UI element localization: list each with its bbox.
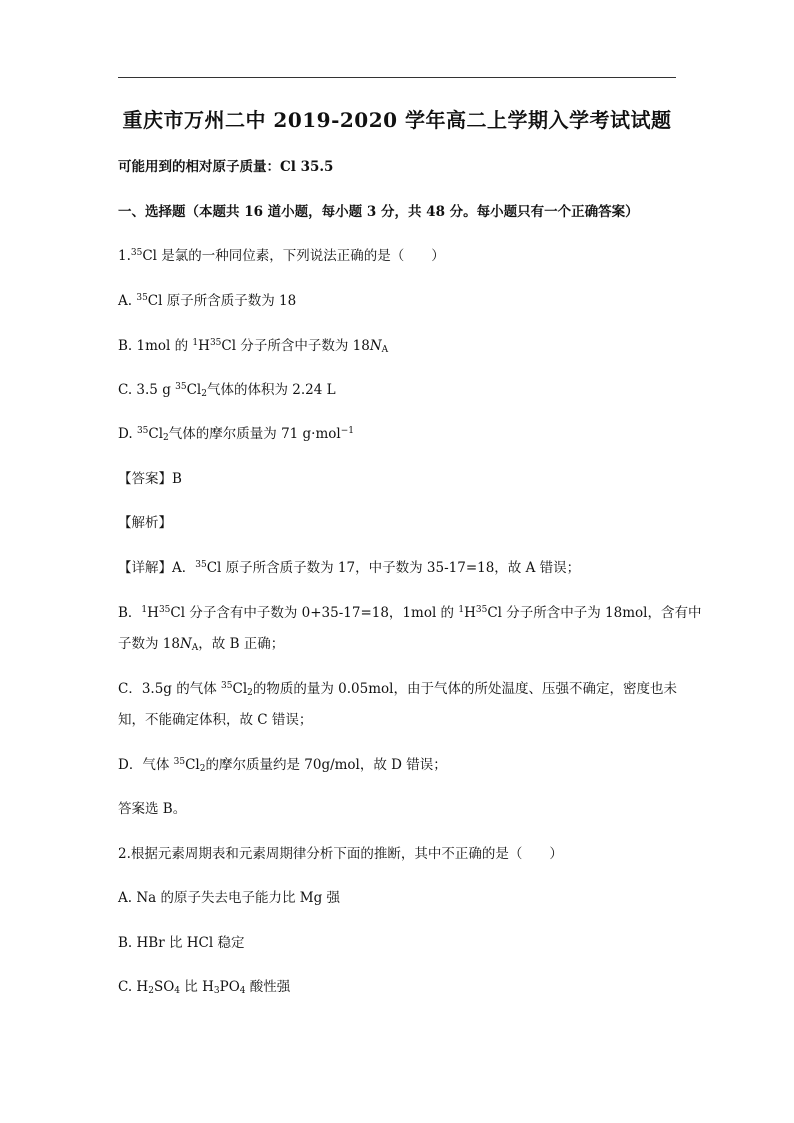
q1-explanation-b-line1: B．$^1H^{35}Cl$ 分子含有中子数为 0+35-17=18，1mol 的 $^1H^{35}Cl$ 分子所含中子为 18mol，含有中 (118, 605, 702, 621)
q1-option-c: C. 3.5 g $^{35}Cl_2$气体的体积为 2.24 L (118, 382, 336, 399)
q1-conclusion: 答案选 B。 (118, 801, 187, 817)
q2-option-b: B. HBr 比 HCl 稳定 (118, 935, 245, 951)
q2-option-a: A. Na 的原子失去电子能力比 Mg 强 (118, 890, 341, 906)
q1-explanation-c-line1: C．3.5g 的气体 $^{35}Cl_2$的物质的量为 0.05mol，由于气体的所处温度、压强不确定，密度也未 (118, 681, 677, 698)
page-title: 重庆市万州二中 2019-2020 学年高二上学期入学考试试题 (122, 108, 672, 132)
q1-analysis-label: 【解析】 (118, 515, 172, 531)
q1-explanation-d: D．气体 $^{35}Cl_2$的摩尔质量约是 70g/mol，故 D 错误； (118, 757, 447, 774)
q1-stem: 1.35Cl 是氯的一种同位素，下列说法正确的是（ ） (118, 248, 445, 264)
q1-explanation-c-line2: 知，不能确定体积，故 C 错误； (118, 712, 313, 728)
q1-option-d: D. $^{35}Cl_2$气体的摩尔质量为 71 g·mol$^{-1}$ (118, 426, 355, 443)
q1-option-a: A. $^{35}$Cl 原子所含质子数为 18 (118, 293, 297, 309)
header-rule (118, 77, 676, 78)
q1-explanation-a: 【详解】A．$^{35}$Cl 原子所含质子数为 17，中子数为 35-17=18，故 A 错误； (118, 560, 581, 576)
q2-stem: 2.根据元素周期表和元素周期律分析下面的推断，其中不正确的是（ ） (118, 846, 563, 862)
q2-option-c: C. $H_2SO_4$ 比 $H_3PO_4$ 酸性强 (118, 979, 291, 996)
section-heading: 一、选择题（本题共 16 道小题，每小题 3 分，共 48 分。每小题只有一个正确答案） (118, 204, 639, 220)
atomic-mass-note: 可能用到的相对原子质量：Cl 35.5 (118, 159, 334, 175)
q1-explanation-b-line2: 子数为 $18N_A$，故 B 正确； (118, 636, 285, 653)
q1-option-b: B. 1mol 的 $^1H^{35}Cl$ 分子所含中子数为 $18N_A$ (118, 338, 389, 355)
q1-answer: 【答案】B (118, 471, 182, 487)
